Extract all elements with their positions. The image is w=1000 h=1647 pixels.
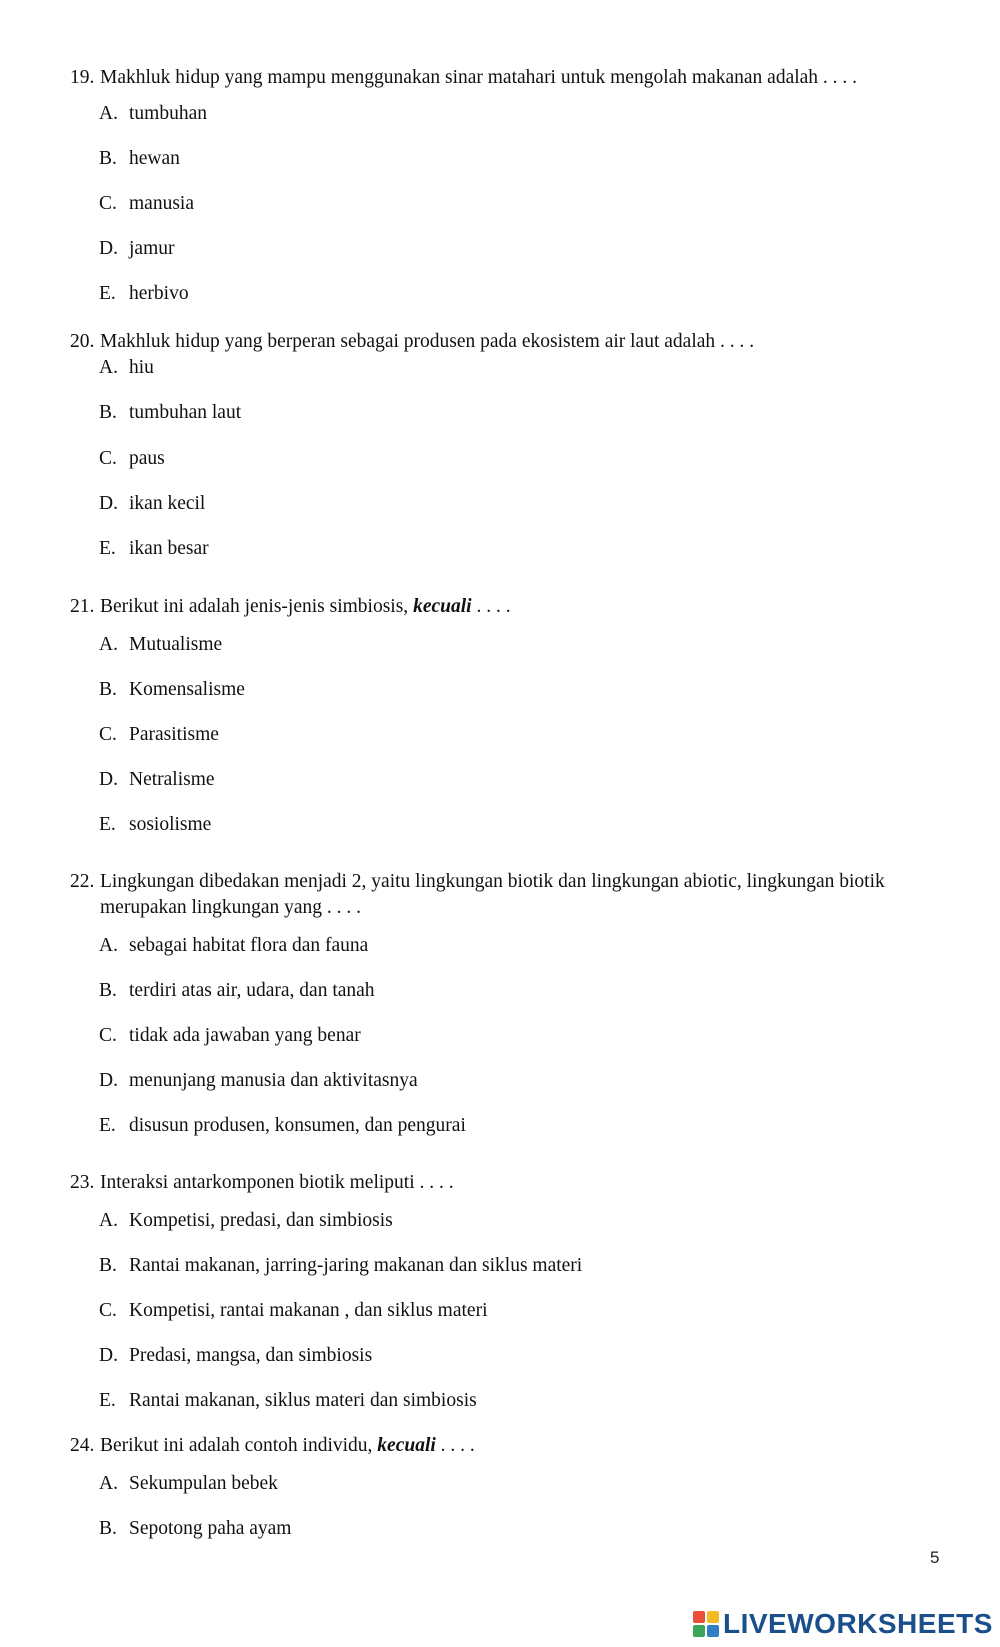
option-text: tumbuhan bbox=[129, 103, 207, 124]
question-number: 20. bbox=[70, 331, 95, 352]
option-letter: C. bbox=[99, 1025, 117, 1046]
option-22-c[interactable] bbox=[99, 1023, 361, 1049]
option-23-b[interactable] bbox=[99, 1253, 582, 1279]
option-23-e[interactable] bbox=[99, 1388, 477, 1414]
option-letter: D. bbox=[99, 1345, 118, 1366]
option-20-a[interactable] bbox=[99, 355, 154, 381]
option-21-b[interactable] bbox=[99, 677, 245, 703]
brand-name: LIVEWORKSHEETS bbox=[723, 1608, 993, 1639]
option-text: disusun produsen, konsumen, dan pengurai bbox=[129, 1115, 466, 1136]
option-text: jamur bbox=[129, 238, 175, 259]
logo-square-green bbox=[693, 1625, 705, 1637]
option-19-c[interactable] bbox=[99, 191, 194, 217]
option-text: hewan bbox=[129, 148, 180, 169]
option-text: Sepotong paha ayam bbox=[129, 1518, 292, 1539]
question-text: Interaksi antarkomponen biotik meliputi . . . . bbox=[100, 1172, 454, 1193]
option-letter: B. bbox=[99, 1518, 117, 1539]
option-text: manusia bbox=[129, 193, 194, 214]
option-text: terdiri atas air, udara, dan tanah bbox=[129, 980, 375, 1001]
option-text: tidak ada jawaban yang benar bbox=[129, 1025, 361, 1046]
question-number: 21. bbox=[70, 596, 95, 617]
option-text: sebagai habitat flora dan fauna bbox=[129, 935, 369, 956]
option-20-e[interactable] bbox=[99, 536, 209, 562]
question-text-end: . . . . bbox=[435, 1435, 475, 1456]
option-letter: E. bbox=[99, 1390, 116, 1411]
option-21-c[interactable] bbox=[99, 722, 219, 748]
option-text: paus bbox=[129, 448, 165, 469]
option-letter: C. bbox=[99, 724, 117, 745]
option-letter: B. bbox=[99, 980, 117, 1001]
option-22-d[interactable] bbox=[99, 1068, 418, 1094]
question-text-end: . . . . bbox=[471, 596, 511, 617]
option-21-e[interactable] bbox=[99, 812, 211, 838]
question-text-start: Berikut ini adalah jenis-jenis simbiosis, bbox=[100, 596, 414, 617]
question-text-start: Berikut ini adalah contoh individu, bbox=[100, 1435, 378, 1456]
option-text: ikan besar bbox=[129, 538, 209, 559]
question-number: 22. bbox=[70, 871, 95, 892]
option-text: tumbuhan laut bbox=[129, 402, 242, 423]
option-text: Rantai makanan, siklus materi dan simbiosis bbox=[129, 1390, 477, 1411]
emphasis-kecuali: kecuali bbox=[377, 1435, 436, 1456]
option-text: sosiolisme bbox=[129, 814, 212, 835]
option-letter: C. bbox=[99, 1300, 117, 1321]
option-letter: D. bbox=[99, 1070, 118, 1091]
option-22-b[interactable] bbox=[99, 978, 375, 1004]
option-letter: C. bbox=[99, 193, 117, 214]
option-letter: E. bbox=[99, 814, 116, 835]
option-20-c[interactable] bbox=[99, 446, 165, 472]
option-text: Predasi, mangsa, dan simbiosis bbox=[129, 1345, 373, 1366]
option-letter: B. bbox=[99, 679, 117, 700]
question-number: 24. bbox=[70, 1435, 95, 1456]
liveworksheets-icon bbox=[693, 1611, 719, 1637]
question-text: Makhluk hidup yang mampu menggunakan sinar matahari untuk mengolah makanan adalah . . . . bbox=[100, 67, 858, 88]
option-letter: A. bbox=[99, 1210, 118, 1231]
option-text: herbivo bbox=[129, 283, 189, 304]
option-text: Mutualisme bbox=[129, 634, 223, 655]
emphasis-kecuali: kecuali bbox=[413, 596, 472, 617]
option-text: hiu bbox=[129, 357, 154, 378]
option-19-b[interactable] bbox=[99, 146, 180, 172]
option-letter: E. bbox=[99, 538, 116, 559]
option-text: Sekumpulan bebek bbox=[129, 1473, 278, 1494]
option-23-d[interactable] bbox=[99, 1343, 372, 1369]
question-number: 19. bbox=[70, 67, 95, 88]
question-text: Makhluk hidup yang berperan sebagai produsen pada ekosistem air laut adalah . . . . bbox=[100, 331, 755, 352]
option-19-d[interactable] bbox=[99, 236, 174, 262]
option-letter: B. bbox=[99, 148, 117, 169]
logo-square-red bbox=[693, 1611, 705, 1623]
option-20-d[interactable] bbox=[99, 491, 205, 517]
option-text: Kompetisi, rantai makanan , dan siklus materi bbox=[129, 1300, 488, 1321]
option-letter: A. bbox=[99, 634, 118, 655]
option-23-a[interactable] bbox=[99, 1208, 393, 1234]
option-text: ikan kecil bbox=[129, 493, 206, 514]
option-24-b[interactable] bbox=[99, 1516, 291, 1542]
option-20-b[interactable] bbox=[99, 400, 241, 426]
option-22-a[interactable] bbox=[99, 933, 368, 959]
option-19-a[interactable] bbox=[99, 101, 207, 127]
option-letter: B. bbox=[99, 402, 117, 423]
question-text bbox=[100, 594, 970, 620]
option-text: Netralisme bbox=[129, 769, 215, 790]
option-text: Rantai makanan, jarring-jaring makanan dan siklus materi bbox=[129, 1255, 583, 1276]
option-21-a[interactable] bbox=[99, 632, 222, 658]
option-23-c[interactable] bbox=[99, 1298, 488, 1324]
option-letter: A. bbox=[99, 103, 118, 124]
option-letter: E. bbox=[99, 1115, 116, 1136]
option-22-e[interactable] bbox=[99, 1113, 466, 1139]
logo-square-blue bbox=[707, 1625, 719, 1637]
page-number: 5 bbox=[930, 1548, 940, 1567]
option-letter: D. bbox=[99, 493, 118, 514]
option-text: Parasitisme bbox=[129, 724, 219, 745]
option-text: Komensalisme bbox=[129, 679, 245, 700]
logo-square-yellow bbox=[707, 1611, 719, 1623]
option-letter: D. bbox=[99, 769, 118, 790]
option-letter: E. bbox=[99, 283, 116, 304]
option-text: Kompetisi, predasi, dan simbiosis bbox=[129, 1210, 393, 1231]
liveworksheets-logo[interactable] bbox=[693, 1608, 993, 1640]
option-text: menunjang manusia dan aktivitasnya bbox=[129, 1070, 418, 1091]
option-letter: D. bbox=[99, 238, 118, 259]
option-19-e[interactable] bbox=[99, 281, 189, 307]
question-text bbox=[100, 1433, 970, 1459]
option-letter: A. bbox=[99, 935, 118, 956]
option-letter: C. bbox=[99, 448, 117, 469]
option-24-a[interactable] bbox=[99, 1471, 278, 1497]
option-letter: A. bbox=[99, 1473, 118, 1494]
option-letter: A. bbox=[99, 357, 118, 378]
option-21-d[interactable] bbox=[99, 767, 215, 793]
option-letter: B. bbox=[99, 1255, 117, 1276]
question-number: 23. bbox=[70, 1172, 95, 1193]
question-text: Lingkungan dibedakan menjadi 2, yaitu lingkungan biotik dan lingkungan abiotic, lingkungan biotik merupakan lingkungan yang . . . . bbox=[100, 871, 885, 918]
